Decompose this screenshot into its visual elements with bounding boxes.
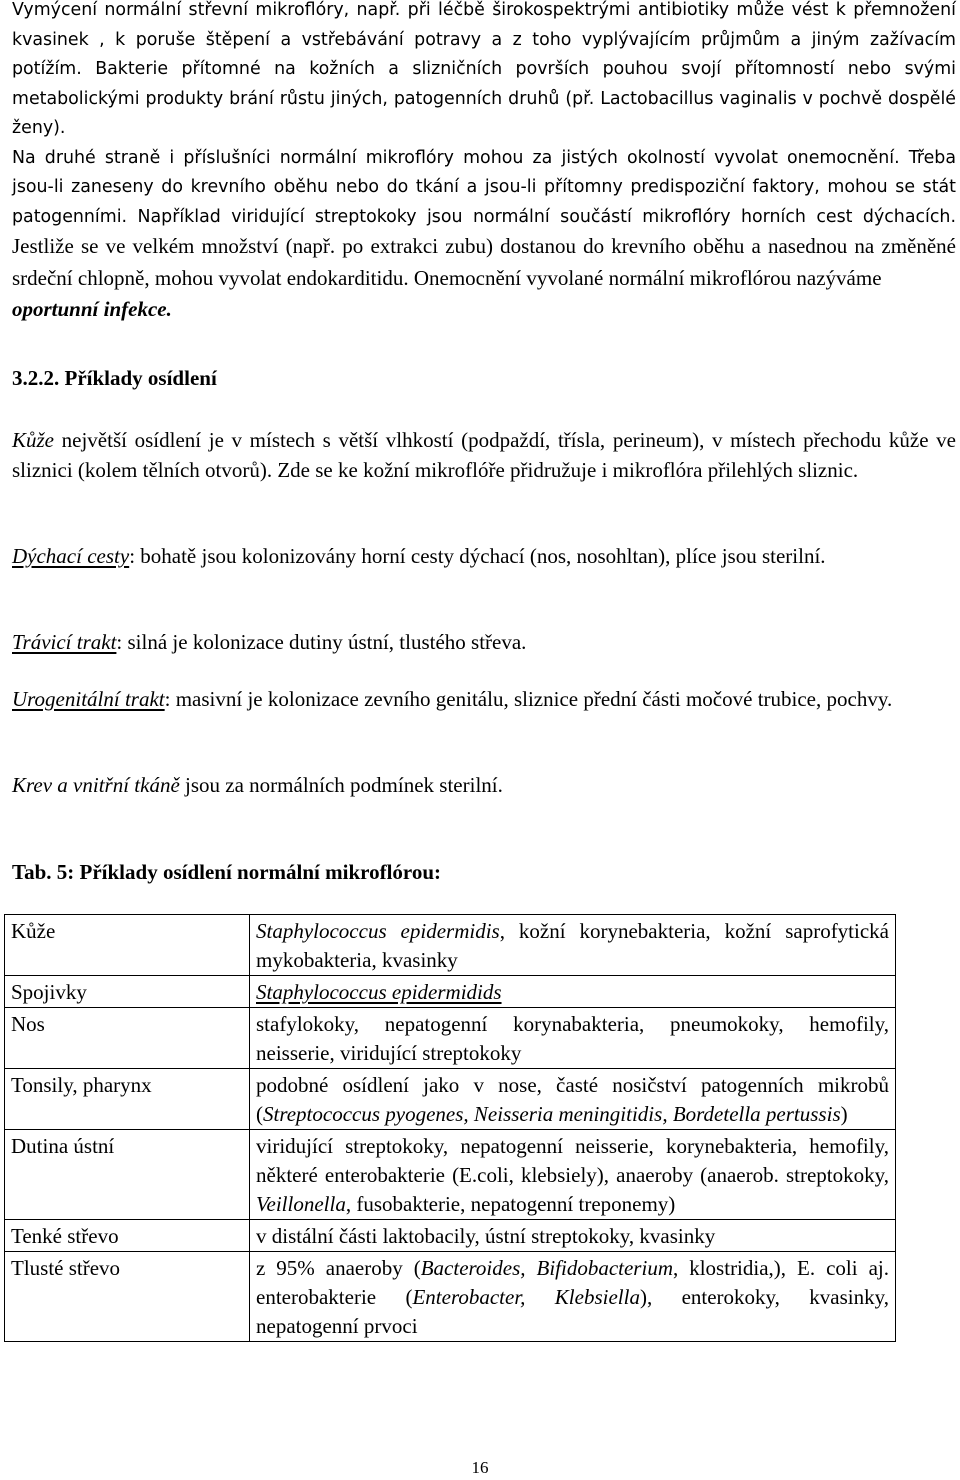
organism-text: ), enterokoky, kvasinky, nepatogenní prvoci xyxy=(256,1285,890,1338)
section-title: Příklady osídlení xyxy=(64,366,217,390)
organism-text: viridující streptokoky, nepatogenní neisserie, korynebakteria, hemofily, některé enterobakterie (E.coli, klebsiely), anaeroby (anaerob. streptokoky, xyxy=(256,1134,889,1187)
term-digestive: Trávicí trakt xyxy=(12,630,117,654)
organism-italic: Staphylococcus epidermidis xyxy=(256,919,500,943)
table-row xyxy=(5,1008,896,1069)
organisms-cell: stafylokoky, nepatogenní korynabakteria, pneumokoky, hemofily, neisserie, viridující streptokoky xyxy=(250,1008,896,1069)
site-cell: Nos xyxy=(5,1008,250,1069)
organisms-cell xyxy=(250,1130,896,1220)
organisms-cell: v distální části laktobacily, ústní streptokoky, kvasinky xyxy=(250,1220,896,1252)
term-skin: Kůže xyxy=(12,428,54,452)
organism-text: , klostridia,), E. coli aj. enterobakterie ( xyxy=(256,1256,889,1309)
page-number: 16 xyxy=(471,1458,489,1477)
organisms-cell xyxy=(250,976,896,1008)
organism-italic: Staphylococcus epidermidids xyxy=(256,980,502,1004)
paragraph-digestive-text: : silná je kolonizace dutiny ústní, tlustého střeva. xyxy=(116,630,527,654)
paragraph-blood xyxy=(12,771,956,801)
paragraph-blood-text: jsou za normálních podmínek sterilní. xyxy=(179,773,503,797)
site-cell: Tenké střevo xyxy=(5,1220,250,1252)
organism-italic: Enterobacter, Klebsiella xyxy=(412,1285,640,1309)
paragraph-skin-text: největší osídlení je v místech s větší vlhkostí (podpaždí, třísla, perineum), v místech přechodu kůže ve sliznici (kolem tělních otvorů). Zde se ke kožní mikroflóře přidružuje i mikroflóra přilehlých sliznic. xyxy=(12,428,956,482)
organism-text: podobné osídlení jako v nose, časté nosičství patogenních mikrobů ( xyxy=(256,1073,889,1126)
table-row xyxy=(5,1130,896,1220)
intro-paragraph-2-cont: Jestliže se ve velkém množství (např. po extrakci zubu) dostanou do krevního oběhu a nasednou na změněné srdeční chlopně, mohou vyvolat endokarditidu. Onemocnění vyvolané normální mikroflórou nazýváme xyxy=(12,234,956,290)
table-row xyxy=(5,1220,896,1252)
paragraph-digestive xyxy=(12,628,956,658)
paragraph-urogenital-text: : masivní je kolonizace zevního genitálu, sliznice přední části močové trubice, pochvy. xyxy=(164,687,893,711)
section-number: 3.2.2. xyxy=(12,366,60,390)
opportunistic-infection-term: oportunní infekce. xyxy=(12,297,172,321)
paragraph-respiratory-text: : bohatě jsou kolonizovány horní cesty dýchací (nos, nosohltan), plíce jsou sterilní. xyxy=(129,544,826,568)
table-caption-title: Příklady osídlení normální mikroflórou: xyxy=(79,860,442,884)
section-heading xyxy=(12,366,217,391)
intro-text xyxy=(12,0,956,327)
table-row xyxy=(5,1069,896,1130)
term-blood: Krev a vnitřní tkáně xyxy=(12,773,180,797)
organism-italic: Bacteroides, Bifidobacterium xyxy=(420,1256,673,1280)
site-cell: Dutina ústní xyxy=(5,1130,250,1220)
organisms-cell xyxy=(250,1069,896,1130)
organisms-cell xyxy=(250,1252,896,1342)
site-cell: Kůže xyxy=(5,915,250,976)
organism-text: , kožní korynebakteria, kožní saprofytická mykobakteria, kvasinky xyxy=(256,919,889,972)
table-caption-prefix: Tab. 5: xyxy=(12,860,75,884)
organism-text: ) xyxy=(840,1102,848,1126)
organism-text: z 95% anaeroby ( xyxy=(256,1256,421,1280)
term-respiratory: Dýchací cesty xyxy=(12,544,130,568)
intro-paragraph-1: Vymýcení normální střevní mikroflóry, např. při léčbě širokospektrými antibiotiky může vést k přemnožení kvasinek , k poruše štěpení a vstřebávání potravy a z toho vyplývajícím průjmům a jiným zažívacím potížím. Bakterie přítomné na kožních a slizničních površích pouhou svojí přítomností nebo svými metabolickými produkty brání růstu jiných, patogenních druhů (př. Lactobacillus vaginalis v pochvě dospělé ženy). xyxy=(12,0,956,138)
site-cell: Tlusté střevo xyxy=(5,1252,250,1342)
paragraph-skin xyxy=(12,426,956,485)
table-row xyxy=(5,915,896,976)
paragraph-respiratory xyxy=(12,542,956,572)
table-caption xyxy=(12,860,441,885)
organism-italic: Veillonella xyxy=(256,1192,346,1216)
term-urogenital: Urogenitální trakt xyxy=(12,687,165,711)
table-row xyxy=(5,976,896,1008)
site-cell: Tonsily, pharynx xyxy=(5,1069,250,1130)
paragraph-urogenital xyxy=(12,685,956,715)
site-cell: Spojivky xyxy=(5,976,250,1008)
organism-italic: Streptococcus pyogenes, Neisseria meningitidis, Bordetella pertussis xyxy=(263,1102,841,1126)
microflora-table xyxy=(4,914,896,1342)
table-row xyxy=(5,1252,896,1342)
intro-paragraph-2: Na druhé straně i příslušníci normální mikroflóry mohou za jistých okolností vyvolat onemocnění. Třeba jsou-li zaneseny do krevního oběhu nebo do tkání a jsou-li přítomny predispoziční faktory, mohou se stát patogenními. Například viridující streptokoky jsou normální součástí mikroflóry horních cest dýchacích. xyxy=(12,147,956,227)
organisms-cell xyxy=(250,915,896,976)
organism-text: , fusobakterie, nepatogenní treponemy) xyxy=(345,1192,676,1216)
